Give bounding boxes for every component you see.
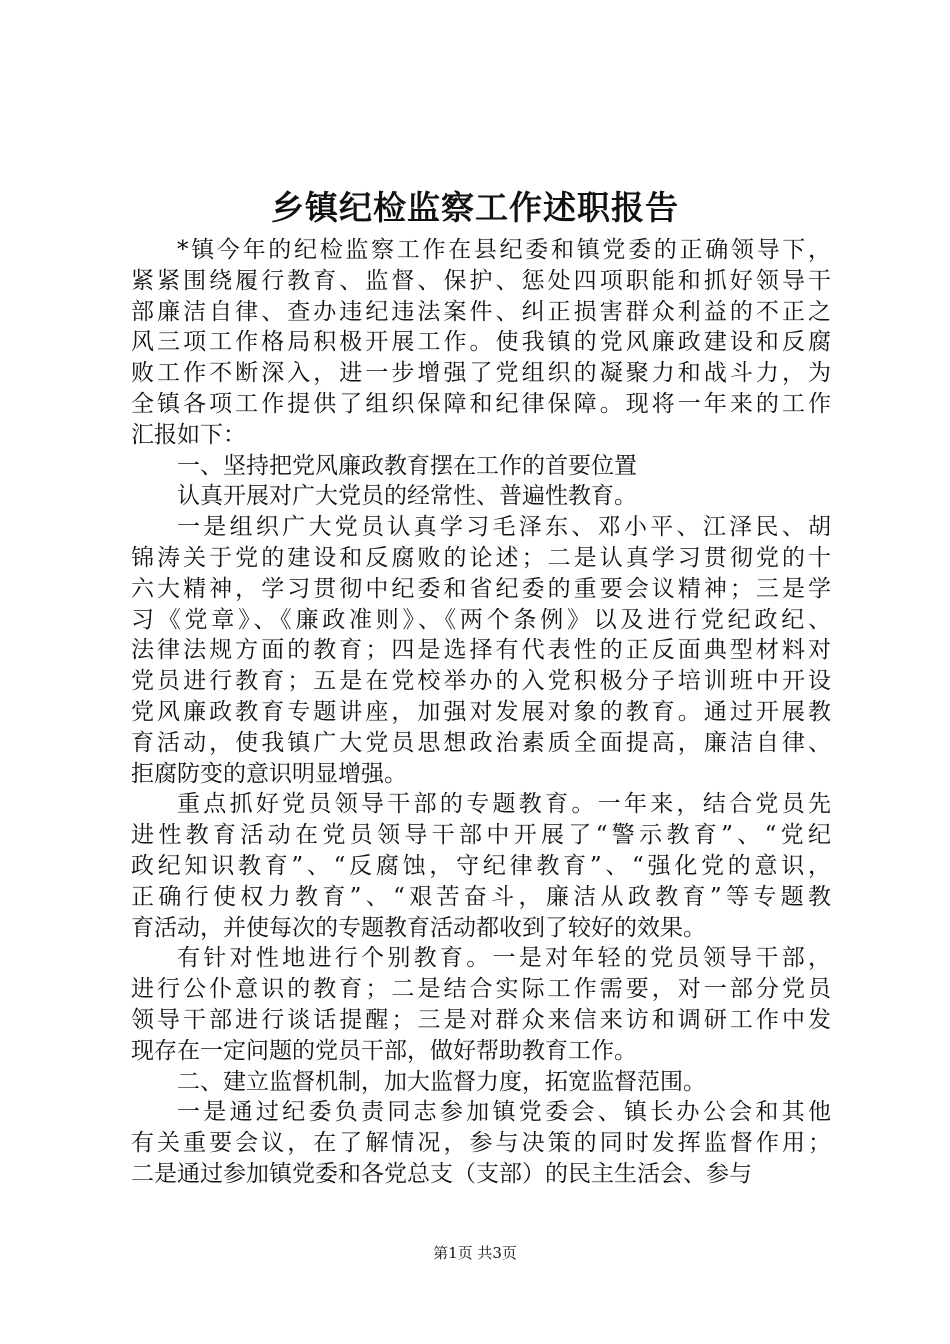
paragraph-line: 进性教育活动在党员领导干部中开展了“警示教育”、“党纪 — [131, 822, 831, 849]
paragraph — [131, 1067, 831, 1098]
paragraph-line: 进行公仆意识的教育；二是结合实际工作需要，对一部分党员 — [131, 976, 831, 1003]
paragraph-line: 习《党章》、《廉政准则》、《两个条例》以及进行党纪政纪、 — [131, 606, 831, 633]
paragraph-line: 紧紧围绕履行教育、监督、保护、惩处四项职能和抓好领导干 — [131, 267, 831, 294]
document-title: 乡镇纪检监察工作述职报告 — [271, 188, 679, 227]
paragraph-line: 拒腐防变的意识明显增强。 — [131, 760, 407, 787]
paragraph — [131, 789, 831, 943]
paragraph-line: 二是通过参加镇党委和各党总支（支部）的民主生活会、参与 — [131, 1160, 752, 1187]
paragraph-line: 一、坚持把党风廉政教育摆在工作的首要位置 — [177, 452, 637, 479]
paragraph-line: 认真开展对广大党员的经常性、普遍性教育。 — [177, 483, 637, 510]
paragraph — [131, 481, 831, 512]
paragraph-line: 部廉洁自律、查办违纪违法案件、纠正损害群众利益的不正之 — [131, 298, 831, 325]
paragraph-line: 汇报如下： — [131, 421, 246, 448]
paragraph — [131, 512, 831, 789]
paragraph — [131, 235, 831, 451]
paragraph — [131, 451, 831, 482]
paragraph-line: 党员进行教育；五是在党校举办的入党积极分子培训班中开设 — [131, 668, 831, 695]
paragraph-line: 全镇各项工作提供了组织保障和纪律保障。现将一年来的工作 — [131, 390, 831, 417]
paragraph — [131, 1097, 831, 1189]
paragraph-line: 正确行使权力教育”、“艰苦奋斗，廉洁从政教育”等专题教 — [131, 883, 831, 910]
paragraph-line: 重点抓好党员领导干部的专题教育。一年来，结合党员先 — [177, 791, 831, 818]
paragraph-line: 二、建立监督机制，加大监督力度，拓宽监督范围。 — [177, 1068, 706, 1095]
paragraph-line: 有关重要会议，在了解情况，参与决策的同时发挥监督作用； — [131, 1130, 831, 1157]
paragraph-line: 锦涛关于党的建设和反腐败的论述；二是认真学习贯彻党的十 — [131, 544, 831, 571]
paragraph-line: 现存在一定问题的党员干部，做好帮助教育工作。 — [131, 1037, 637, 1064]
paragraph-line: 有针对性地进行个别教育。一是对年轻的党员领导干部， — [177, 945, 831, 972]
paragraph-line: 党风廉政教育专题讲座，加强对发展对象的教育。通过开展教 — [131, 698, 831, 725]
paragraph — [131, 943, 831, 1066]
paragraph-line: 政纪知识教育”、“反腐蚀，守纪律教育”、“强化党的意识， — [131, 852, 831, 879]
paragraph-line: 六大精神，学习贯彻中纪委和省纪委的重要会议精神；三是学 — [131, 575, 831, 602]
paragraph-line: 育活动，使我镇广大党员思想政治素质全面提高，廉洁自律、 — [131, 729, 831, 756]
paragraph-line: 法律法规方面的教育；四是选择有代表性的正反面典型材料对 — [131, 637, 831, 664]
paragraph-line: 领导干部进行谈话提醒；三是对群众来信来访和调研工作中发 — [131, 1006, 831, 1033]
paragraph-line: 败工作不断深入，进一步增强了党组织的凝聚力和战斗力，为 — [131, 360, 831, 387]
paragraph-line: *镇今年的纪检监察工作在县纪委和镇党委的正确领导下， — [177, 237, 831, 263]
paragraph-line: 风三项工作格局积极开展工作。使我镇的党风廉政建设和反腐 — [131, 329, 831, 356]
paragraph-line: 一是通过纪委负责同志参加镇党委会、镇长办公会和其他 — [177, 1099, 831, 1126]
paragraph-line: 育活动，并使每次的专题教育活动都收到了较好的效果。 — [131, 914, 706, 941]
page-footer: 第1页 共3页 — [433, 1244, 517, 1262]
paragraph-line: 一是组织广大党员认真学习毛泽东、邓小平、江泽民、胡 — [177, 514, 831, 541]
document-body — [131, 235, 831, 1190]
